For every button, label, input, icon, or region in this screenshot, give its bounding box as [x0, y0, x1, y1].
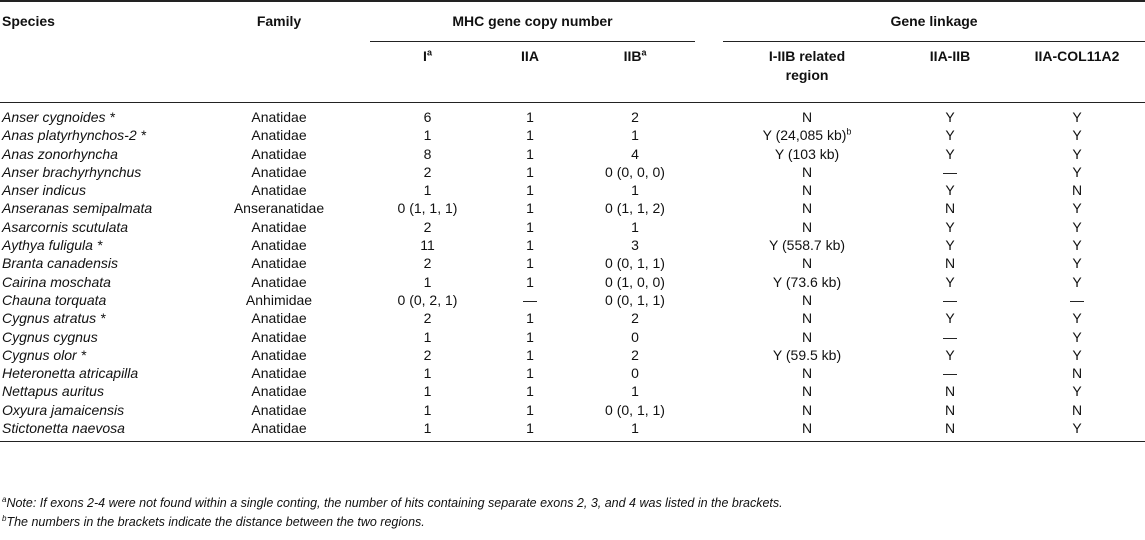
- cell-i-iib-region: Y (59.5 kb): [772, 346, 842, 363]
- cell-iia-iib: N: [891, 419, 1009, 442]
- cell-iia-iib: N: [944, 200, 956, 217]
- table-row: [0, 291, 1145, 309]
- cell-class-i: 2: [423, 310, 432, 327]
- header-mhc-copy-number: MHC gene copy number: [370, 1, 695, 42]
- cell-family: Anatidae: [251, 328, 307, 345]
- cell-iia-col11a2: Y: [1072, 145, 1082, 162]
- cell-class-iib: 0: [631, 365, 639, 382]
- cell-species: Cygnus olor *: [2, 346, 87, 363]
- cell-class-iib: 4: [631, 145, 639, 162]
- cell-family: Anatidae: [251, 383, 307, 400]
- cell-iia-iib: Y: [945, 273, 955, 290]
- cell-iia-col11a2: Y: [1072, 109, 1082, 125]
- cell-class-iia: 1: [526, 145, 534, 162]
- cell-class-iib: 1: [631, 383, 639, 400]
- cell-class-iia: 1: [526, 365, 534, 382]
- cell-i-iib-region: Y (73.6 kb): [772, 273, 842, 290]
- cell-iia-iib: Y: [945, 109, 955, 125]
- table-row: [0, 218, 1145, 236]
- cell-i-iib-region: Y (103 kb): [774, 145, 840, 162]
- cell-family: Anatidae: [251, 365, 307, 382]
- cell-class-iib: 0 (0, 0, 0): [605, 163, 665, 180]
- cell-iia-col11a2: Y: [1072, 163, 1082, 180]
- cell-class-iia: 1: [526, 237, 534, 254]
- cell-class-iib: 0 (1, 1, 2): [605, 200, 665, 217]
- table-row: [0, 181, 1145, 199]
- table-row: [0, 346, 1145, 364]
- cell-family: Anatidae: [251, 145, 307, 162]
- cell-iia-iib: Y: [945, 127, 955, 144]
- cell-iia-iib: Y: [945, 310, 955, 327]
- cell-class-iia: 1: [526, 109, 534, 125]
- cell-species: Anas platyrhynchos-2 *: [2, 127, 146, 144]
- table-row: [0, 273, 1145, 291]
- cell-class-i: 11: [420, 237, 435, 254]
- cell-species: Cygnus cygnus: [2, 328, 98, 345]
- cell-species: Anser indicus: [2, 182, 87, 199]
- cell-family: Anatidae: [251, 346, 307, 363]
- cell-iia-col11a2: Y: [1072, 255, 1082, 272]
- cell-iia-col11a2: N: [1071, 401, 1083, 418]
- table-row: [0, 401, 1145, 419]
- cell-iia-iib: —: [943, 328, 958, 345]
- cell-class-i: 1: [423, 182, 432, 199]
- cell-iia-iib: —: [943, 365, 958, 382]
- cell-iia-col11a2: Y: [1072, 310, 1082, 327]
- table-row: [0, 103, 1145, 127]
- cell-family: Anatidae: [251, 163, 307, 180]
- cell-class-iib: 1: [631, 182, 639, 199]
- cell-iia-iib: —: [943, 291, 958, 308]
- table-row: [0, 126, 1145, 144]
- table-row: [0, 364, 1145, 382]
- cell-family: Anseranatidae: [233, 200, 325, 217]
- cell-class-iib: 0 (0, 1, 1): [605, 291, 665, 308]
- cell-class-iib: 2: [631, 310, 639, 327]
- cell-class-iia: 1: [526, 328, 534, 345]
- cell-species: Cairina moschata: [2, 273, 111, 290]
- cell-family: Anatidae: [205, 419, 353, 442]
- cell-i-iib-region: N: [801, 182, 813, 199]
- cell-species: Cygnus atratus *: [2, 310, 106, 327]
- cell-family: Anatidae: [251, 182, 307, 199]
- cell-i-iib-region: N: [801, 255, 813, 272]
- cell-class-iib: 2: [631, 109, 639, 125]
- cell-species: Anser brachyrhynchus: [2, 163, 142, 180]
- cell-iia-iib: N: [944, 401, 956, 418]
- cell-family: Anatidae: [251, 109, 307, 125]
- cell-iia-col11a2: Y: [1072, 127, 1082, 144]
- footnote-marker-a: a: [641, 47, 647, 58]
- cell-species: Oxyura jamaicensis: [2, 401, 125, 418]
- table-row: [0, 254, 1145, 272]
- cell-class-iia: 1: [526, 218, 534, 235]
- cell-class-iia: 1: [526, 401, 534, 418]
- table-row: [0, 419, 1145, 442]
- table-row: [0, 163, 1145, 181]
- header-class-iia: IIA: [485, 42, 575, 103]
- cell-class-iia: 1: [526, 163, 534, 180]
- cell-class-iia: 1: [485, 419, 575, 442]
- cell-i-iib-region: N: [801, 401, 813, 418]
- footnote-b: $^b$The numbers in the brackets indicate the distance between the two regions.: [2, 513, 425, 529]
- cell-class-i: 2: [423, 218, 432, 235]
- cell-class-i: 0 (1, 1, 1): [397, 200, 458, 217]
- cell-species: Stictonetta naevosa: [0, 419, 205, 442]
- cell-class-i: 0 (0, 2, 1): [397, 291, 458, 308]
- cell-iia-col11a2: Y: [1072, 383, 1082, 400]
- table-row: [0, 145, 1145, 163]
- cell-species: Aythya fuligula *: [2, 237, 103, 254]
- cell-i-iib-region: Y (24,085 kb)$^b$: [762, 126, 852, 144]
- cell-class-iib: 1: [631, 127, 639, 144]
- cell-family: Anatidae: [251, 401, 307, 418]
- cell-class-iia: 1: [526, 255, 534, 272]
- table-row: [0, 382, 1145, 400]
- cell-class-i: 1: [423, 383, 432, 400]
- cell-i-iib-region: N: [801, 365, 813, 382]
- cell-iia-col11a2: N: [1071, 182, 1083, 199]
- table-row: [0, 328, 1145, 346]
- header-class-iib: IIB$^a$: [575, 42, 695, 103]
- cell-class-iia: —: [523, 291, 537, 308]
- cell-i-iib-region: N: [801, 218, 813, 235]
- cell-class-iia: 1: [526, 310, 534, 327]
- table-header: [0, 1, 1145, 103]
- cell-iia-col11a2: Y: [1072, 237, 1082, 254]
- cell-species: Chauna torquata: [2, 291, 107, 308]
- cell-iia-col11a2: Y: [1009, 419, 1145, 442]
- cell-iia-col11a2: Y: [1072, 273, 1082, 290]
- cell-i-iib-region: N: [801, 163, 813, 180]
- cell-iia-iib: N: [944, 383, 956, 400]
- cell-iia-col11a2: Y: [1072, 200, 1082, 217]
- cell-class-iib: 0 (0, 1, 1): [605, 401, 665, 418]
- cell-species: Anas zonorhyncha: [2, 145, 118, 162]
- cell-family: Anatidae: [251, 255, 307, 272]
- cell-class-iib: 3: [631, 237, 639, 254]
- cell-class-iib: 0 (1, 0, 0): [605, 273, 665, 290]
- cell-class-iib: 2: [631, 346, 639, 363]
- cell-class-i: 2: [423, 255, 432, 272]
- cell-class-iib: 0: [631, 328, 639, 345]
- table-row: [0, 236, 1145, 254]
- cell-species: Anser cygnoides *: [2, 109, 115, 125]
- cell-iia-iib: Y: [945, 346, 955, 363]
- cell-iia-iib: Y: [945, 145, 955, 162]
- cell-class-iia: 1: [526, 182, 534, 199]
- cell-family: Anhimidae: [245, 291, 313, 308]
- cell-iia-iib: —: [943, 163, 958, 180]
- header-species: Species: [0, 1, 205, 42]
- cell-species: Heteronetta atricapilla: [2, 365, 139, 382]
- header-iia-iib: IIA-IIB: [891, 42, 1009, 103]
- cell-class-iib: 1: [631, 218, 639, 235]
- cell-family: Anatidae: [251, 218, 307, 235]
- cell-iia-col11a2: —: [1070, 291, 1085, 308]
- footnote-marker-a: a: [426, 47, 432, 58]
- cell-i-iib-region: N: [801, 310, 813, 327]
- footnote-marker-b: b: [846, 126, 852, 137]
- header-class-i: $I^a$: [370, 42, 485, 103]
- cell-i-iib-region: N: [801, 291, 813, 308]
- cell-family: Anatidae: [251, 237, 307, 254]
- cell-iia-col11a2: Y: [1072, 218, 1082, 235]
- cell-class-i: 1: [423, 127, 432, 144]
- cell-class-i: 1: [370, 419, 485, 442]
- table-row: [0, 199, 1145, 217]
- header-family: Family: [205, 1, 353, 42]
- header-iia-col11a2: IIA-COL11A2: [1009, 42, 1145, 103]
- cell-family: Anatidae: [251, 310, 307, 327]
- cell-class-i: 1: [423, 328, 432, 345]
- cell-iia-iib: Y: [945, 218, 955, 235]
- cell-class-i: 2: [423, 163, 432, 180]
- cell-class-i: 2: [423, 346, 432, 363]
- cell-i-iib-region: Y (558.7 kb): [769, 237, 846, 254]
- cell-family: Anatidae: [251, 273, 307, 290]
- cell-i-iib-region: N: [801, 200, 813, 217]
- cell-class-iia: 1: [526, 383, 534, 400]
- cell-class-i: 6: [423, 109, 432, 125]
- cell-class-iia: 1: [526, 127, 534, 144]
- cell-i-iib-region: N: [801, 328, 813, 345]
- cell-class-iia: 1: [526, 273, 534, 290]
- footnote-a: $^a$Note: If exons 2-4 were not found within a single conting, the number of hits containing separate exons 2, 3, and 4 was listed in the brackets.: [2, 494, 783, 510]
- cell-iia-iib: Y: [945, 182, 955, 199]
- header-i-iib-region: I-IIB related region: [723, 42, 891, 103]
- table-body: [0, 103, 1145, 442]
- cell-class-iia: 1: [526, 200, 534, 217]
- cell-class-i: 8: [423, 145, 432, 162]
- cell-species: Branta canadensis: [2, 255, 118, 272]
- cell-class-i: 1: [423, 401, 432, 418]
- table-footnotes: [2, 494, 783, 532]
- cell-class-i: 1: [423, 365, 432, 382]
- cell-species: Anseranas semipalmata: [2, 200, 153, 217]
- header-gene-linkage: Gene linkage: [723, 1, 1145, 42]
- cell-class-iia: 1: [526, 346, 534, 363]
- cell-family: Anatidae: [251, 127, 307, 144]
- cell-iia-col11a2: Y: [1072, 346, 1082, 363]
- cell-i-iib-region: N: [801, 383, 813, 400]
- cell-iia-col11a2: Y: [1072, 328, 1082, 345]
- cell-class-iib: 1: [575, 419, 695, 442]
- table-row: [0, 309, 1145, 327]
- cell-iia-col11a2: N: [1071, 365, 1083, 382]
- cell-class-i: 1: [423, 273, 432, 290]
- cell-iia-iib: N: [944, 255, 956, 272]
- cell-i-iib-region: N: [723, 419, 891, 442]
- cell-species: Asarcornis scutulata: [2, 218, 129, 235]
- cell-species: Nettapus auritus: [2, 383, 104, 400]
- cell-class-iib: 0 (0, 1, 1): [605, 255, 665, 272]
- cell-i-iib-region: N: [801, 109, 813, 125]
- cell-iia-iib: Y: [945, 237, 955, 254]
